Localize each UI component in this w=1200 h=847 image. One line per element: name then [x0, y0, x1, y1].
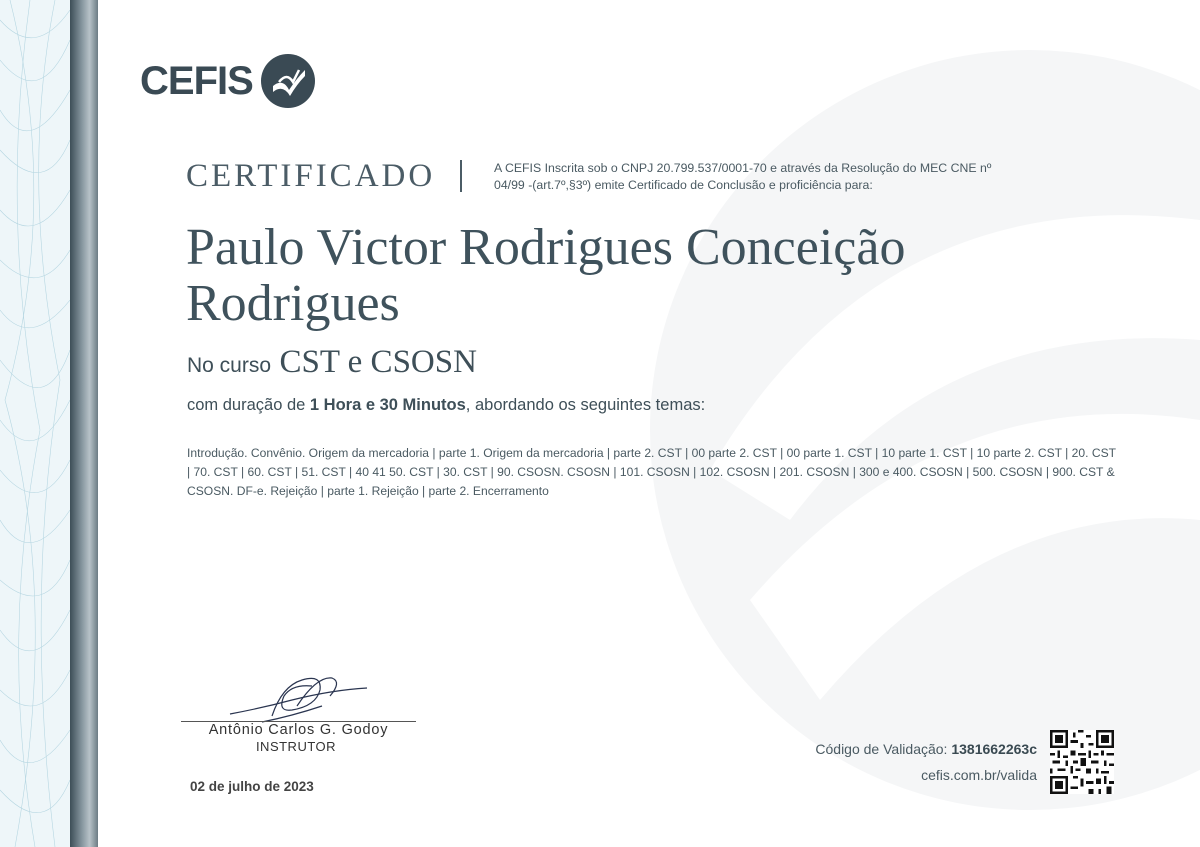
background-watermark-logo	[560, 0, 1200, 847]
course-name: CST e CSOSN	[279, 344, 477, 380]
duration-prefix: com duração de	[187, 396, 306, 414]
duration-value: 1 Hora e 30 Minutos	[309, 396, 466, 414]
validation-line	[815, 740, 1037, 758]
course-prefix: No curso	[187, 354, 272, 377]
duration-suffix: , abordando os seguintes temas:	[465, 396, 706, 414]
validation-code: 1381662263c	[951, 741, 1037, 757]
issuer-statement: A CEFIS Inscrita sob o CNPJ 20.799.537/0001-70 e através da Resolução do MEC CNE nº 04/99 -(art.7º,§3º) emite Certificado de Conclusão e proficiência para:	[494, 161, 992, 192]
course-line	[187, 344, 477, 381]
handwritten-signature	[222, 666, 372, 726]
certificate-title: CERTIFICADO	[186, 158, 436, 194]
left-color-stripe	[70, 0, 98, 847]
logo-text: CEFIS	[140, 59, 253, 103]
instructor-name: Antônio Carlos G. Godoy	[208, 722, 389, 738]
validation-url[interactable]: cefis.com.br/valida	[921, 767, 1037, 783]
cefis-book-icon	[259, 52, 317, 110]
qr-code-icon[interactable]	[1050, 730, 1114, 794]
validation-label: Código de Validação:	[815, 741, 948, 757]
validation-block	[815, 740, 1037, 784]
course-topics: Introdução. Convênio. Origem da mercadoria | parte 1. Origem da mercadoria | parte 2. CST | 00 parte 2. CST | 00 parte 1. CST | 10 parte 1. CST | 10 parte 2. CST | 20. CST | 70. CST | 60. CST | 51. CST | 40 41 50. CST | 30. CST | 90. CSOSN. CSOSN | 101. CSOSN | 102. CSOSN | 201. CSOSN | 300 e 400. CSOSN | 500. CSOSN | 900. CST & CSOSN. DF-e. Rejeição | parte 1. Rejeição | parte 2. Encerramento	[187, 446, 1116, 498]
title-divider	[460, 160, 462, 192]
issue-date: 02 de julho de 2023	[190, 779, 314, 794]
duration-line	[187, 396, 705, 415]
recipient-name: Paulo Victor Rodrigues Conceição Rodrigues	[186, 219, 906, 332]
cefis-logo	[140, 52, 317, 110]
decorative-line-pattern	[0, 0, 70, 847]
instructor-role: INSTRUTOR	[255, 739, 337, 754]
